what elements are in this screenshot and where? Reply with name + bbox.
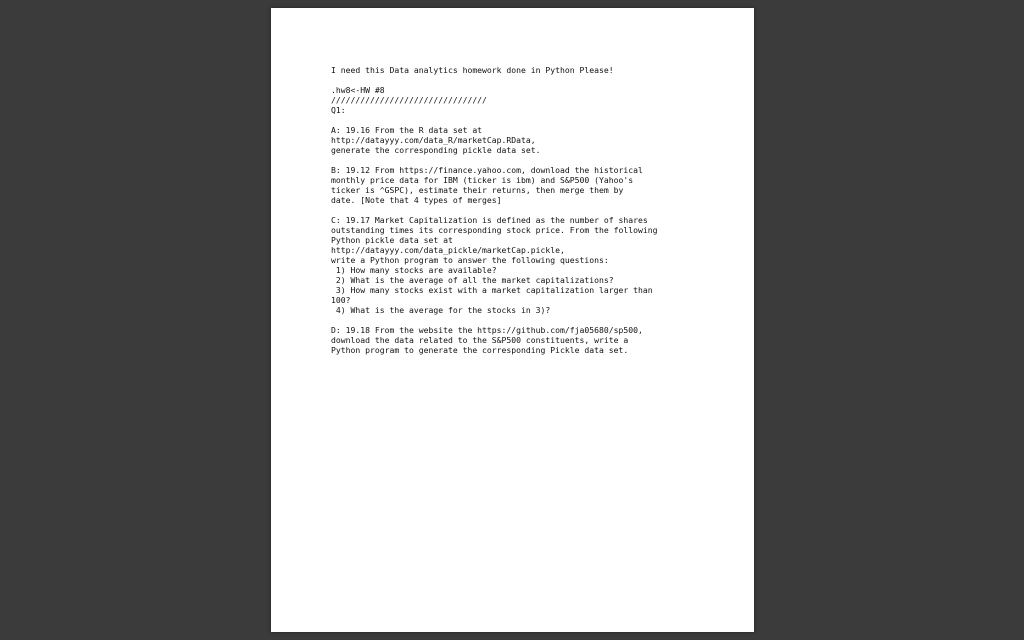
- section-line: B: 19.12 From https://finance.yahoo.com, download the historical: [331, 165, 643, 175]
- paragraph-gap: [331, 205, 731, 215]
- section-line: ticker is ^GSPC), estimate their returns, then merge them by: [331, 185, 624, 195]
- section-line: monthly price data for IBM (ticker is ibm) and S&P500 (Yahoo's: [331, 175, 634, 185]
- section-line: date. [Note that 4 types of merges]: [331, 195, 502, 205]
- section-line: 4) What is the average for the stocks in 3)?: [331, 305, 551, 315]
- paragraph-gap: [331, 75, 731, 85]
- document-text: [331, 65, 731, 355]
- paragraph-gap: [331, 115, 731, 125]
- section-line: Python pickle data set at: [331, 235, 453, 245]
- document-page: [271, 8, 754, 632]
- section-line: generate the corresponding pickle data set.: [331, 145, 541, 155]
- section-d: [331, 325, 731, 355]
- section-line: write a Python program to answer the following questions:: [331, 255, 609, 265]
- section-line: C: 19.17 Market Capitalization is defined as the number of shares: [331, 215, 648, 225]
- section-line: http://datayyy.com/data_R/marketCap.RData,: [331, 135, 536, 145]
- section-c: [331, 215, 731, 315]
- section-line: Python program to generate the corresponding Pickle data set.: [331, 345, 629, 355]
- header-line: .hw8<-HW #8: [331, 85, 385, 95]
- section-line: outstanding times its corresponding stock price. From the following: [331, 225, 658, 235]
- section-line: A: 19.16 From the R data set at: [331, 125, 483, 135]
- section-line: 3) How many stocks exist with a market capitalization larger than: [331, 285, 653, 295]
- separator-line: ////////////////////////////////: [331, 95, 487, 105]
- section-line: http://datayyy.com/data_pickle/marketCap.pickle,: [331, 245, 565, 255]
- paragraph-gap: [331, 155, 731, 165]
- request-line: I need this Data analytics homework done in Python Please!: [331, 65, 614, 75]
- section-line: 1) How many stocks are available?: [331, 265, 497, 275]
- section-a: [331, 125, 731, 155]
- section-line: 100?: [331, 295, 351, 305]
- section-line: D: 19.18 From the website the https://github.com/fja05680/sp500,: [331, 325, 643, 335]
- paragraph-gap: [331, 315, 731, 325]
- question-label: Q1:: [331, 105, 346, 115]
- section-line: download the data related to the S&P500 constituents, write a: [331, 335, 629, 345]
- section-line: 2) What is the average of all the market capitalizations?: [331, 275, 614, 285]
- section-b: [331, 165, 731, 205]
